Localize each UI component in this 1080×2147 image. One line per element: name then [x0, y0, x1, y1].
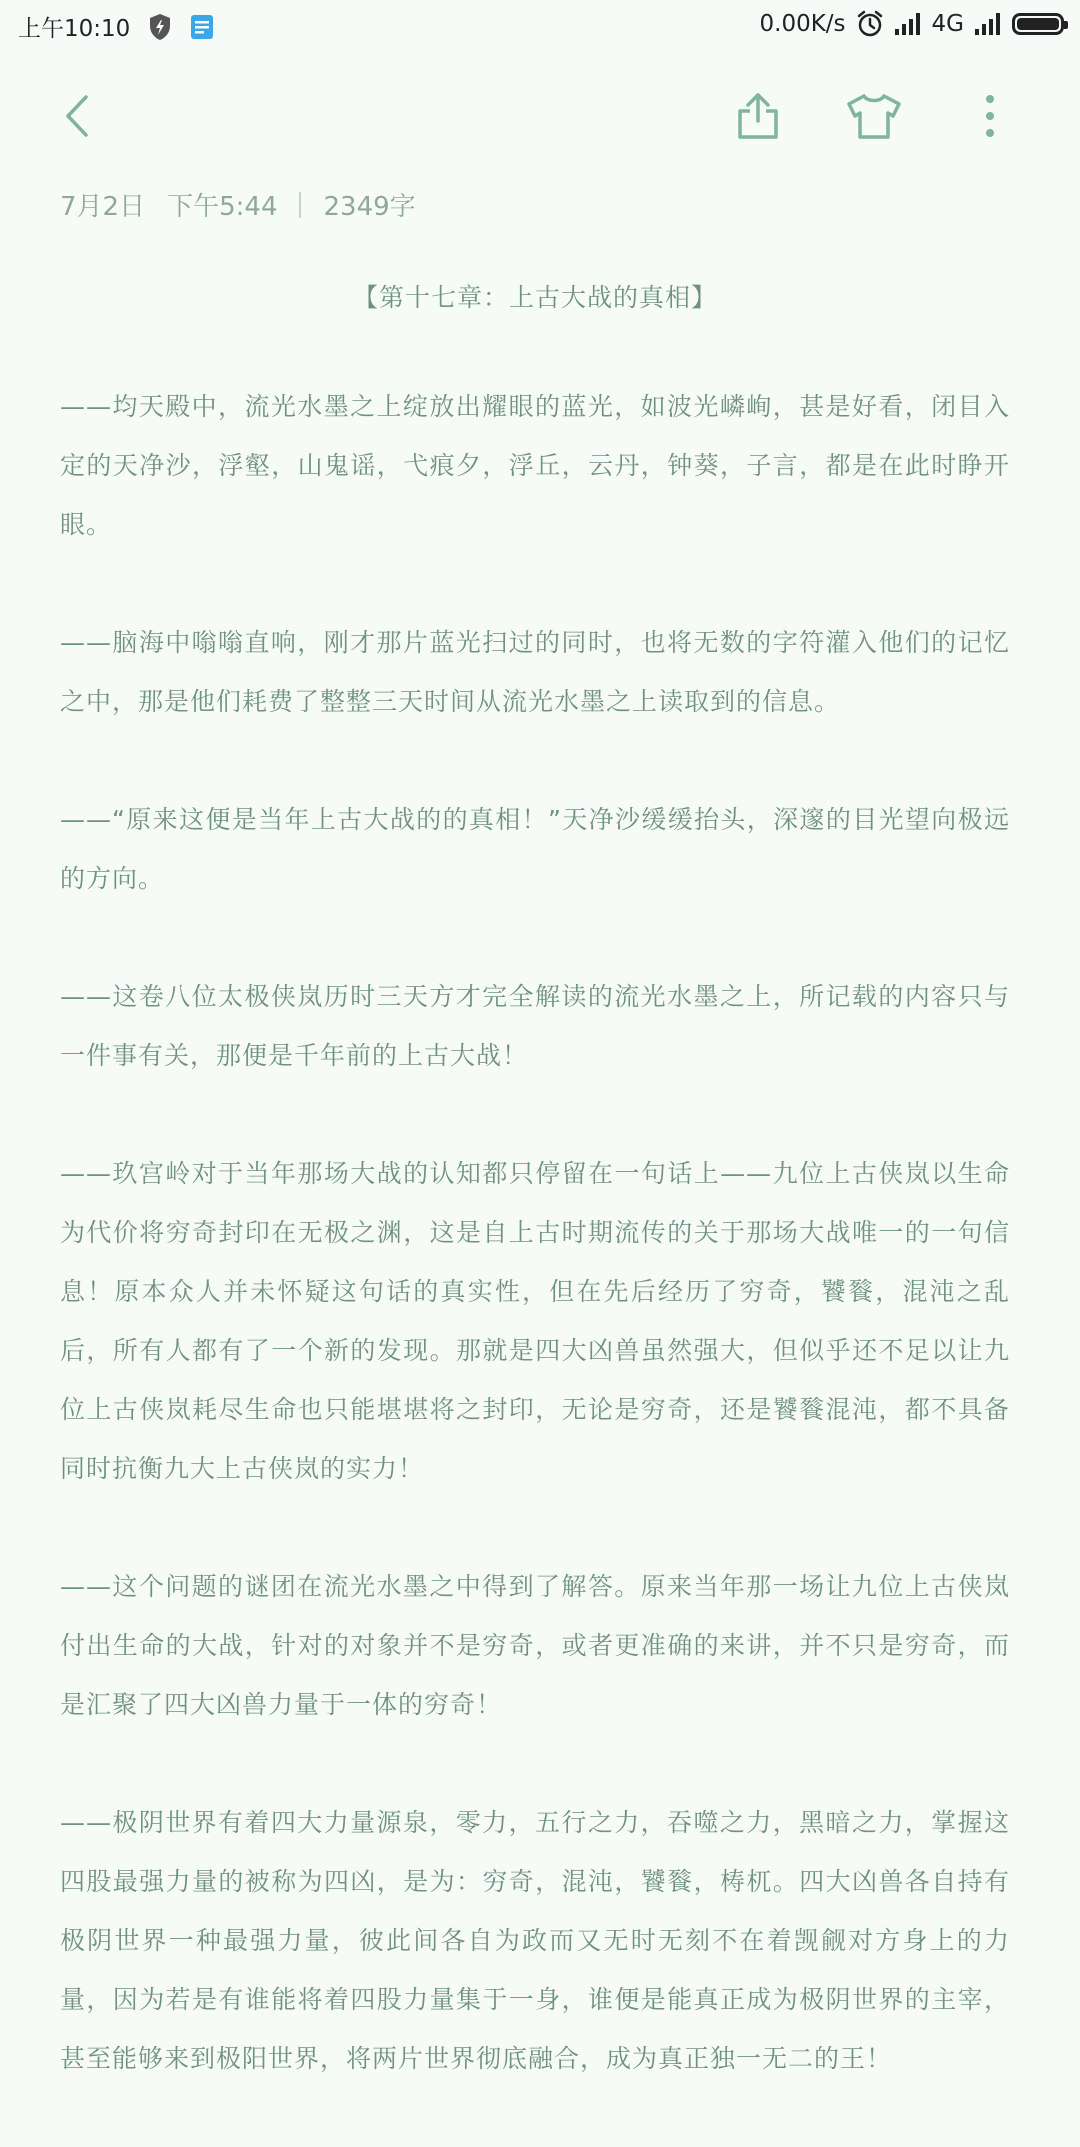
theme-shirt-icon — [845, 92, 903, 144]
meta-divider — [299, 192, 301, 218]
notes-app-icon — [190, 14, 214, 40]
network-speed: 0.00K/s — [759, 11, 846, 37]
more-vertical-icon — [984, 93, 996, 143]
alarm-icon — [856, 10, 884, 38]
status-bar-right — [760, 10, 1065, 38]
note-meta — [60, 186, 416, 223]
note-date: 7月2日 — [60, 192, 146, 222]
status-bar — [0, 0, 1080, 50]
back-arrow-icon — [58, 93, 98, 143]
shield-icon — [148, 13, 172, 41]
network-type: 4G — [931, 11, 964, 37]
signal-icon — [894, 12, 922, 36]
signal-icon — [974, 12, 1002, 36]
note-content[interactable] — [60, 278, 1010, 2147]
paragraph: ——这个问题的谜团在流光水墨之中得到了解答。原来当年那一场让九位上古侠岚付出生命的大战，针对的对象并不是穷奇，或者更准确的来讲，并不只是穷奇，而是汇聚了四大凶兽力量于一体的穷奇！ — [60, 1572, 1010, 1719]
paragraph: ——脑海中嗡嗡直响，刚才那片蓝光扫过的同时，也将无数的字符灌入他们的记忆之中，那是他们耗费了整整三天时间从流光水墨之上读取到的信息。 — [60, 628, 1010, 716]
paragraph: ——玖宫岭对于当年那场大战的认知都只停留在一句话上——九位上古侠岚以生命为代价将穷奇封印在无极之渊，这是自上古时期流传的关于那场大战唯一的一句信息！原本众人并未怀疑这句话的真实性，但在先后经历了穷奇，饕餮，混沌之乱后，所有人都有了一个新的发现。那就是四大凶兽虽然强大，但似乎还不足以让九位上古侠岚耗尽生命也只能堪堪将之封印，无论是穷奇，还是饕餮混沌，都不具备同时抗衡九大上古侠岚的实力！ — [60, 1159, 1010, 1483]
theme-button[interactable] — [836, 80, 912, 156]
battery-level — [1017, 18, 1059, 30]
paragraph: ——极阴世界有着四大力量源泉，零力，五行之力，吞噬之力，黑暗之力，掌握这四股最强力量的被称为四凶，是为：穷奇，混沌，饕餮，梼杌。四大凶兽各自持有极阴世界一种最强力量，彼此间各自为政而又无时无刻不在着觊觎对方身上的力量，因为若是有谁能将着四股力量集于一身，谁便是能真正成为极阴世界的主宰，甚至能够来到极阳世界，将两片世界彻底融合，成为真正独一无二的王！ — [60, 1808, 1010, 2073]
share-button[interactable] — [720, 80, 796, 156]
share-icon — [734, 91, 782, 145]
battery-icon — [1012, 13, 1064, 35]
word-count: 2349字 — [323, 192, 416, 222]
status-bar-left — [18, 10, 214, 43]
toolbar — [0, 80, 1080, 156]
more-button[interactable] — [952, 80, 1028, 156]
note-time: 下午5:44 — [167, 192, 278, 222]
paragraph: ——这卷八位太极侠岚历时三天方才完全解读的流光水墨之上，所记载的内容只与一件事有关，那便是千年前的上古大战！ — [60, 982, 1010, 1070]
chapter-title: 【第十七章：上古大战的真相】 — [352, 283, 717, 312]
back-button[interactable] — [40, 80, 116, 156]
paragraph: ——均天殿中，流光水墨之上绽放出耀眼的蓝光，如波光嶙峋，甚是好看，闭目入定的天净沙，浮壑，山鬼谣，弋痕夕，浮丘，云丹，钟葵，子言，都是在此时睁开眼。 — [60, 392, 1010, 539]
status-time: 上午10:10 — [18, 16, 131, 42]
paragraph: ——“原来这便是当年上古大战的的真相！”天净沙缓缓抬头，深邃的目光望向极远的方向。 — [60, 805, 1010, 893]
